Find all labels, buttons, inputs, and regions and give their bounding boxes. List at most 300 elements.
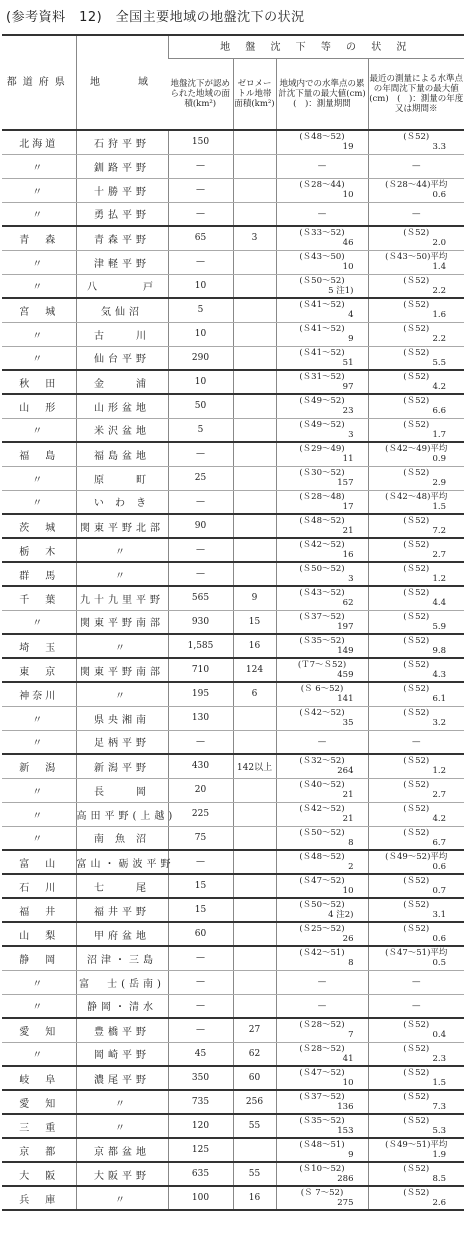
- cumulative-cell-period: (Ｓ50～52): [299, 900, 345, 910]
- zero-meter-cell: [233, 802, 276, 826]
- annual-cell-value: 1.9: [432, 1150, 447, 1160]
- cumulative-cell-period: (Ｓ29～49): [299, 444, 345, 455]
- subsided-area-cell: 565: [168, 586, 233, 610]
- annual-cell-period: (Ｓ52): [403, 1188, 430, 1198]
- annual-cell: [368, 442, 464, 466]
- table-row: [2, 1090, 464, 1114]
- annual-cell-value: 0.7: [432, 886, 447, 896]
- header-annual-max: 最近の測量による水準点の年間沈下量の最大値(cm) ( )：測量の年度又は期間※: [368, 59, 464, 131]
- area-cell: 富 士(岳南): [76, 970, 168, 994]
- annual-cell: [368, 562, 464, 586]
- cumulative-cell: [276, 1186, 368, 1210]
- table-row: [2, 418, 464, 442]
- cumulative-cell: [276, 658, 368, 682]
- table-row: [2, 994, 464, 1018]
- table-body: [2, 130, 464, 1210]
- cumulative-cell-period: (Ｓ35～52): [299, 1116, 345, 1126]
- annual-cell-period: (Ｓ52): [403, 516, 430, 526]
- annual-cell-period: (Ｓ52): [403, 804, 430, 814]
- area-cell: 甲府盆地: [76, 922, 168, 946]
- annual-cell: [368, 250, 464, 274]
- area-cell: 七 尾: [76, 874, 168, 898]
- annual-cell: [368, 898, 464, 922]
- cumulative-cell-period: (Ｓ50～52): [299, 827, 345, 838]
- cumulative-cell-period: (Ｓ50～52): [299, 275, 345, 286]
- table-row: [2, 274, 464, 298]
- cumulative-cell-period: (Ｓ28～44): [299, 180, 345, 190]
- cumulative-cell: [276, 178, 368, 202]
- cumulative-cell-value: 9: [348, 1150, 354, 1160]
- zero-meter-cell: [233, 874, 276, 898]
- table-row: [2, 1138, 464, 1162]
- zero-meter-cell: [233, 322, 276, 346]
- annual-cell: [368, 1138, 464, 1162]
- table-row: [2, 826, 464, 850]
- subsided-area-cell: —: [168, 490, 233, 514]
- annual-cell-period: (Ｓ49～51)平均: [385, 1140, 448, 1150]
- cumulative-cell-period: —: [317, 1000, 327, 1011]
- cumulative-cell-value: 136: [337, 1102, 354, 1112]
- cumulative-cell: [276, 418, 368, 442]
- cumulative-cell-period: (Ｓ28～48): [299, 491, 345, 502]
- subsided-area-cell: 50: [168, 394, 233, 418]
- zero-meter-cell: [233, 1138, 276, 1162]
- cumulative-cell: [276, 274, 368, 298]
- cumulative-cell: [276, 754, 368, 778]
- annual-cell-value: 3.3: [432, 142, 447, 153]
- table-row: [2, 514, 464, 538]
- area-cell: 関東平野北部: [76, 514, 168, 538]
- annual-cell: [368, 610, 464, 634]
- cumulative-cell: [276, 970, 368, 994]
- zero-meter-cell: [233, 178, 276, 202]
- area-cell: 新潟平野: [76, 754, 168, 778]
- zero-meter-cell: [233, 514, 276, 538]
- area-cell: 豊橋平野: [76, 1018, 168, 1042]
- annual-cell-value: 6.7: [432, 837, 447, 848]
- zero-meter-cell: 55: [233, 1162, 276, 1186]
- subsided-area-cell: 65: [168, 226, 233, 250]
- cumulative-cell-period: (Ｓ48～52): [299, 516, 345, 526]
- annual-cell-period: (Ｓ52): [403, 684, 430, 695]
- cumulative-cell: [276, 442, 368, 466]
- area-cell: 津軽平野: [76, 250, 168, 274]
- area-cell: 〃: [76, 538, 168, 562]
- prefecture-cell: 秋 田: [2, 370, 76, 394]
- area-cell: 山形盆地: [76, 394, 168, 418]
- cumulative-cell-period: (Ｓ31～52): [299, 372, 345, 382]
- zero-meter-cell: [233, 202, 276, 226]
- area-cell: 原 町: [76, 466, 168, 490]
- annual-cell-period: (Ｓ52): [403, 660, 430, 670]
- area-cell: 沼津・三島: [76, 946, 168, 970]
- table-row: [2, 1162, 464, 1186]
- subsided-area-cell: 195: [168, 682, 233, 706]
- table-row: [2, 490, 464, 514]
- area-cell: 気仙沼: [76, 298, 168, 322]
- subsided-area-cell: 120: [168, 1114, 233, 1138]
- annual-cell: [368, 1018, 464, 1042]
- annual-cell-period: (Ｓ42～48)平均: [385, 491, 448, 502]
- annual-cell-value: 9.8: [432, 646, 447, 656]
- area-cell: 南 魚 沼: [76, 826, 168, 850]
- prefecture-cell: 〃: [2, 706, 76, 730]
- area-cell: 静岡・清水: [76, 994, 168, 1018]
- zero-meter-cell: [233, 562, 276, 586]
- zero-meter-cell: [233, 898, 276, 922]
- table-row: [2, 634, 464, 658]
- prefecture-cell: 〃: [2, 802, 76, 826]
- annual-cell: [368, 946, 464, 970]
- cumulative-cell: [276, 1018, 368, 1042]
- subsided-area-cell: 90: [168, 514, 233, 538]
- cumulative-cell-value: 141: [337, 694, 354, 705]
- cumulative-cell-value: 46: [342, 238, 354, 249]
- annual-cell-value: 1.7: [432, 429, 447, 440]
- zero-meter-cell: 9: [233, 586, 276, 610]
- table-row: [2, 130, 464, 154]
- annual-cell-period: (Ｓ52): [403, 300, 430, 311]
- prefecture-cell: 山 梨: [2, 922, 76, 946]
- prefecture-cell: 福 井: [2, 898, 76, 922]
- zero-meter-cell: [233, 850, 276, 874]
- annual-cell-period: (Ｓ28～44)平均: [385, 180, 448, 190]
- zero-meter-cell: [233, 346, 276, 370]
- prefecture-cell: 宮 城: [2, 298, 76, 322]
- area-cell: 十勝平野: [76, 178, 168, 202]
- table-row: [2, 850, 464, 874]
- subsided-area-cell: 10: [168, 322, 233, 346]
- table-row: [2, 874, 464, 898]
- cumulative-cell-value: 4: [348, 310, 354, 321]
- subsided-area-cell: 350: [168, 1066, 233, 1090]
- cumulative-cell: [276, 610, 368, 634]
- cumulative-cell-value: 149: [337, 646, 354, 656]
- area-cell: 福井平野: [76, 898, 168, 922]
- subsided-area-cell: 735: [168, 1090, 233, 1114]
- annual-cell: [368, 514, 464, 538]
- cumulative-cell-value: 3: [348, 429, 354, 440]
- prefecture-cell: 千 葉: [2, 586, 76, 610]
- table-row: [2, 610, 464, 634]
- annual-cell-period: (Ｓ52): [403, 1068, 430, 1078]
- area-cell: い わ き: [76, 490, 168, 514]
- cumulative-cell-period: (Ｓ30～52): [299, 468, 345, 478]
- annual-cell-period: (Ｓ52): [403, 372, 430, 382]
- zero-meter-cell: [233, 826, 276, 850]
- prefecture-cell: 〃: [2, 730, 76, 754]
- cumulative-cell-value: 16: [342, 550, 354, 560]
- zero-meter-cell: 60: [233, 1066, 276, 1090]
- zero-meter-cell: 124: [233, 658, 276, 682]
- subsided-area-cell: 710: [168, 658, 233, 682]
- prefecture-cell: 〃: [2, 826, 76, 850]
- annual-cell-period: (Ｓ52): [403, 1092, 430, 1102]
- area-cell: 釧路平野: [76, 154, 168, 178]
- cumulative-cell-value: 8: [348, 837, 354, 848]
- zero-meter-cell: [233, 370, 276, 394]
- annual-cell: [368, 346, 464, 370]
- table-row: [2, 1186, 464, 1210]
- subsided-area-cell: —: [168, 538, 233, 562]
- cumulative-cell-value: 7: [348, 1030, 354, 1041]
- area-cell: 九十九里平野: [76, 586, 168, 610]
- subsided-area-cell: 15: [168, 874, 233, 898]
- annual-cell-period: (Ｓ52): [403, 588, 430, 599]
- annual-cell: [368, 1186, 464, 1210]
- cumulative-cell-period: (Ｓ42～52): [299, 804, 345, 814]
- area-cell: 岡崎平野: [76, 1042, 168, 1066]
- annual-cell-period: (Ｓ49～52)平均: [385, 852, 448, 862]
- zero-meter-cell: 3: [233, 226, 276, 250]
- prefecture-cell: 〃: [2, 994, 76, 1018]
- cumulative-cell: [276, 778, 368, 802]
- annual-cell-value: 2.0: [432, 238, 447, 249]
- annual-cell-period: (Ｓ52): [403, 275, 430, 286]
- prefecture-cell: 〃: [2, 154, 76, 178]
- annual-cell-value: 2.2: [432, 334, 447, 344]
- cumulative-cell-value: 11: [342, 454, 354, 465]
- annual-cell-period: (Ｓ52): [403, 780, 430, 790]
- cumulative-cell-value: 21: [342, 790, 354, 800]
- prefecture-cell: 東 京: [2, 658, 76, 682]
- prefecture-cell: 神奈川: [2, 682, 76, 706]
- prefecture-cell: 群 馬: [2, 562, 76, 586]
- annual-cell-period: (Ｓ52): [403, 564, 430, 574]
- table-row: [2, 1066, 464, 1090]
- subsidence-table: [2, 34, 464, 1211]
- annual-cell: [368, 754, 464, 778]
- cumulative-cell-value: 264: [337, 766, 354, 777]
- prefecture-cell: 〃: [2, 202, 76, 226]
- annual-cell-value: 2.7: [432, 550, 447, 560]
- zero-meter-cell: 55: [233, 1114, 276, 1138]
- cumulative-cell-period: (Ｓ37～52): [299, 611, 345, 622]
- cumulative-cell-value: 10: [342, 262, 354, 272]
- annual-cell-value: 0.6: [432, 862, 447, 872]
- cumulative-cell-period: (Ｓ28～52): [299, 1020, 345, 1031]
- cumulative-cell: [276, 682, 368, 706]
- page-title: (参考資料 12) 全国主要地域の地盤沈下の状況: [6, 10, 305, 25]
- cumulative-cell-value: 2: [348, 862, 354, 872]
- area-cell: 関東平野南部: [76, 658, 168, 682]
- table-row: [2, 658, 464, 682]
- table-row: [2, 922, 464, 946]
- header-group: 地 盤 沈 下 等 の 状 況: [168, 35, 464, 59]
- subsided-area-cell: —: [168, 250, 233, 274]
- table-row: [2, 250, 464, 274]
- annual-cell-value: 1.5: [432, 501, 447, 512]
- cumulative-cell: [276, 322, 368, 346]
- zero-meter-cell: [233, 490, 276, 514]
- annual-cell: [368, 202, 464, 226]
- area-cell: 〃: [76, 634, 168, 658]
- annual-cell: [368, 1090, 464, 1114]
- zero-meter-cell: [233, 274, 276, 298]
- annual-cell-value: 4.3: [432, 670, 447, 680]
- area-cell: 長 岡: [76, 778, 168, 802]
- cumulative-cell: [276, 1162, 368, 1186]
- annual-cell-value: 3.2: [432, 718, 447, 728]
- annual-cell: [368, 874, 464, 898]
- subsided-area-cell: 5: [168, 298, 233, 322]
- cumulative-cell: [276, 1138, 368, 1162]
- cumulative-cell: [276, 946, 368, 970]
- cumulative-cell: [276, 634, 368, 658]
- cumulative-cell-period: (Ｓ32～52): [299, 756, 345, 767]
- zero-meter-cell: 15: [233, 610, 276, 634]
- annual-cell-value: 7.2: [432, 526, 447, 536]
- table-row: [2, 586, 464, 610]
- annual-cell-period: (Ｓ43～50)平均: [385, 252, 448, 262]
- annual-cell-period: (Ｓ42～49)平均: [385, 444, 448, 455]
- table-row: [2, 370, 464, 394]
- annual-cell-value: 4.4: [432, 598, 447, 609]
- annual-cell-value: 1.6: [432, 310, 447, 321]
- subsided-area-cell: —: [168, 946, 233, 970]
- annual-cell-period: (Ｓ52): [403, 540, 430, 550]
- annual-cell-value: 5.9: [432, 621, 447, 632]
- cumulative-cell: [276, 730, 368, 754]
- annual-cell-period: (Ｓ52): [403, 900, 430, 910]
- subsided-area-cell: 635: [168, 1162, 233, 1186]
- cumulative-cell: [276, 250, 368, 274]
- zero-meter-cell: [233, 706, 276, 730]
- subsided-area-cell: 125: [168, 1138, 233, 1162]
- area-cell: 石狩平野: [76, 130, 168, 154]
- table-row: [2, 178, 464, 202]
- cumulative-cell-period: (Ｓ50～52): [299, 564, 345, 574]
- zero-meter-cell: [233, 394, 276, 418]
- annual-cell: [368, 466, 464, 490]
- table-row: [2, 1042, 464, 1066]
- cumulative-cell-value: 3: [348, 574, 354, 584]
- annual-cell: [368, 1114, 464, 1138]
- prefecture-cell: 茨 城: [2, 514, 76, 538]
- table-row: [2, 730, 464, 754]
- cumulative-cell-value: 26: [342, 934, 354, 944]
- prefecture-cell: 石 川: [2, 874, 76, 898]
- zero-meter-cell: 6: [233, 682, 276, 706]
- area-cell: 〃: [76, 682, 168, 706]
- subsided-area-cell: 20: [168, 778, 233, 802]
- cumulative-cell: [276, 706, 368, 730]
- area-cell: 濃尾平野: [76, 1066, 168, 1090]
- annual-cell: [368, 1042, 464, 1066]
- cumulative-cell-value: 35: [342, 718, 354, 728]
- zero-meter-cell: [233, 778, 276, 802]
- annual-cell-value: 4.2: [432, 814, 447, 824]
- annual-cell-period: —: [412, 977, 421, 987]
- annual-cell-value: 0.9: [432, 454, 447, 465]
- annual-cell: [368, 1066, 464, 1090]
- annual-cell: [368, 130, 464, 154]
- annual-cell: [368, 322, 464, 346]
- cumulative-cell-period: (Ｓ 7～52): [300, 1188, 344, 1198]
- zero-meter-cell: [233, 970, 276, 994]
- subsided-area-cell: 130: [168, 706, 233, 730]
- annual-cell-value: 2.6: [432, 1198, 447, 1208]
- annual-cell-value: 5.3: [432, 1126, 447, 1136]
- cumulative-cell: [276, 346, 368, 370]
- subsided-area-cell: —: [168, 1018, 233, 1042]
- subsided-area-cell: 930: [168, 610, 233, 634]
- annual-cell-period: —: [412, 736, 421, 747]
- table-row: [2, 298, 464, 322]
- area-cell: 勇払平野: [76, 202, 168, 226]
- annual-cell-period: (Ｓ47～51)平均: [385, 948, 448, 959]
- cumulative-cell-period: (Ｓ40～52): [299, 780, 345, 790]
- cumulative-cell-period: (Ｓ33～52): [299, 228, 345, 239]
- annual-cell-value: 4.2: [432, 382, 447, 392]
- cumulative-cell: [276, 994, 368, 1018]
- zero-meter-cell: [233, 130, 276, 154]
- subsided-area-cell: 15: [168, 898, 233, 922]
- subsided-area-cell: —: [168, 562, 233, 586]
- cumulative-cell-period: (Ｓ47～52): [299, 1068, 345, 1078]
- cumulative-cell-period: (Ｓ49～52): [299, 396, 345, 407]
- area-cell: 福島盆地: [76, 442, 168, 466]
- area-cell: 青森平野: [76, 226, 168, 250]
- cumulative-cell-period: (Ｓ42～52): [299, 540, 345, 550]
- cumulative-cell-period: (Ｓ41～52): [299, 324, 345, 334]
- zero-meter-cell: [233, 922, 276, 946]
- annual-cell-period: (Ｓ52): [403, 708, 430, 718]
- annual-cell-value: 1.2: [432, 574, 447, 584]
- subsided-area-cell: 45: [168, 1042, 233, 1066]
- subsided-area-cell: —: [168, 850, 233, 874]
- subsided-area-cell: 5: [168, 418, 233, 442]
- zero-meter-cell: 256: [233, 1090, 276, 1114]
- annual-cell-value: 0.6: [432, 190, 447, 200]
- cumulative-cell-value: 41: [342, 1053, 354, 1064]
- prefecture-cell: 福 島: [2, 442, 76, 466]
- annual-cell-value: 0.4: [432, 1030, 447, 1041]
- prefecture-cell: 埼 玉: [2, 634, 76, 658]
- cumulative-cell-period: —: [317, 208, 327, 219]
- subsided-area-cell: —: [168, 202, 233, 226]
- cumulative-cell-value: 10: [342, 190, 354, 200]
- cumulative-cell: [276, 850, 368, 874]
- cumulative-cell-period: (Ｓ35～52): [299, 636, 345, 646]
- table-row: [2, 346, 464, 370]
- prefecture-cell: 愛 知: [2, 1018, 76, 1042]
- prefecture-cell: 〃: [2, 274, 76, 298]
- annual-cell: [368, 370, 464, 394]
- prefecture-cell: 〃: [2, 322, 76, 346]
- zero-meter-cell: 62: [233, 1042, 276, 1066]
- annual-cell-period: (Ｓ52): [403, 324, 430, 334]
- annual-cell-value: 0.6: [432, 934, 447, 944]
- annual-cell-period: (Ｓ52): [403, 611, 430, 622]
- annual-cell-period: (Ｓ52): [403, 756, 430, 767]
- cumulative-cell-period: (Ｓ42～52): [299, 708, 345, 718]
- annual-cell: [368, 178, 464, 202]
- table-row: [2, 970, 464, 994]
- annual-cell-value: 1.5: [432, 1078, 447, 1088]
- annual-cell-period: (Ｓ52): [403, 1164, 430, 1174]
- annual-cell-period: (Ｓ52): [403, 827, 430, 838]
- cumulative-cell-period: (Ｓ 6～52): [300, 684, 344, 695]
- cumulative-cell: [276, 154, 368, 178]
- cumulative-cell: [276, 1090, 368, 1114]
- subsided-area-cell: 100: [168, 1186, 233, 1210]
- annual-cell: [368, 274, 464, 298]
- area-cell: 〃: [76, 1186, 168, 1210]
- header-cumulative-max: 地域内での水準点の累計沈下量の最大値(cm) ( )：測量期間: [276, 59, 368, 131]
- annual-cell: [368, 706, 464, 730]
- cumulative-cell: [276, 130, 368, 154]
